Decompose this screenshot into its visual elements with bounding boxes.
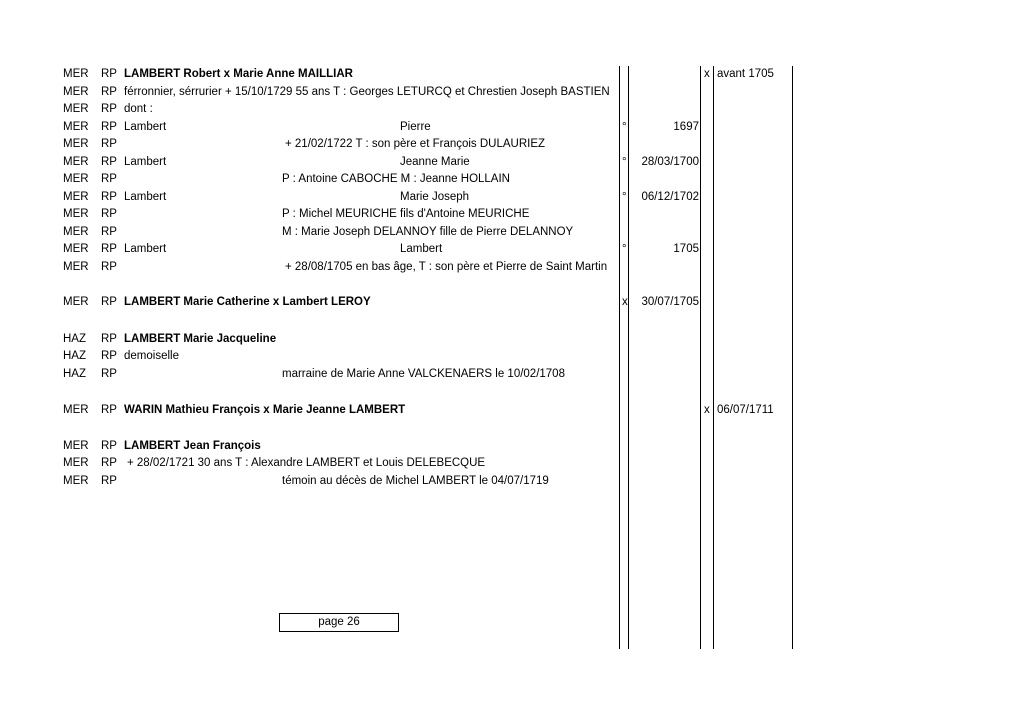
register-type: RP — [101, 296, 117, 308]
record-row — [0, 84, 1024, 101]
child-surname: Lambert — [124, 156, 167, 168]
archive-code: MER — [63, 261, 89, 273]
archive-code: MER — [63, 138, 89, 150]
child-firstname: Jeanne Marie — [400, 156, 470, 168]
child-surname: Lambert — [124, 121, 167, 133]
record-note: + 28/08/1705 en bas âge, T : son père et Pierre de Saint Martin — [285, 261, 608, 273]
birth-date: 28/03/1700 — [641, 156, 699, 168]
record-row — [0, 438, 1024, 455]
child-surname: Lambert — [124, 191, 167, 203]
record-note: P : Antoine CABOCHE M : Jeanne HOLLAIN — [282, 173, 510, 185]
record-title: LAMBERT Marie Catherine x Lambert LEROY — [124, 296, 371, 308]
register-type: RP — [101, 368, 117, 380]
child-firstname: Lambert — [400, 243, 443, 255]
archive-code: MER — [63, 121, 89, 133]
archive-code: MER — [63, 103, 89, 115]
archive-code: MER — [63, 208, 89, 220]
archive-code: MER — [63, 226, 89, 238]
record-row — [0, 206, 1024, 223]
register-type: RP — [101, 156, 117, 168]
register-type: RP — [101, 68, 117, 80]
record-row — [0, 66, 1024, 83]
record-row — [0, 101, 1024, 118]
archive-code: MER — [63, 404, 89, 416]
birth-date: 1705 — [673, 243, 699, 255]
record-row — [0, 171, 1024, 188]
archive-code: MER — [63, 86, 89, 98]
record-row — [0, 294, 1024, 311]
register-type: RP — [101, 475, 117, 487]
archive-code: MER — [63, 68, 89, 80]
marriage-symbol: x — [704, 68, 710, 80]
record-row — [0, 259, 1024, 276]
record-note: + 28/02/1721 30 ans T : Alexandre LAMBERT et Louis DELEBECQUE — [127, 457, 486, 469]
record-note: P : Michel MEURICHE fils d'Antoine MEURICHE — [282, 208, 530, 220]
child-surname: Lambert — [124, 243, 167, 255]
record-note: M : Marie Joseph DELANNOY fille de Pierre DELANNOY — [282, 226, 574, 238]
register-type: RP — [101, 138, 117, 150]
record-row — [0, 348, 1024, 365]
archive-code: HAZ — [63, 368, 86, 380]
archive-code: MER — [63, 440, 89, 452]
register-type: RP — [101, 350, 117, 362]
register-type: RP — [101, 404, 117, 416]
register-type: RP — [101, 226, 117, 238]
child-firstname: Marie Joseph — [400, 191, 470, 203]
marriage-symbol: x — [622, 296, 628, 308]
register-type: RP — [101, 103, 117, 115]
birth-symbol: ° — [622, 243, 627, 255]
archive-code: MER — [63, 457, 89, 469]
register-type: RP — [101, 333, 117, 345]
register-type: RP — [101, 208, 117, 220]
record-row — [0, 154, 1024, 171]
register-type: RP — [101, 243, 117, 255]
marriage-symbol: x — [704, 404, 710, 416]
record-row — [0, 136, 1024, 153]
register-type: RP — [101, 457, 117, 469]
record-note: marraine de Marie Anne VALCKENAERS le 10/02/1708 — [282, 368, 565, 380]
child-firstname: Pierre — [400, 121, 431, 133]
archive-code: MER — [63, 191, 89, 203]
record-title: LAMBERT Jean François — [124, 440, 261, 452]
birth-date: 06/12/1702 — [641, 191, 699, 203]
register-type: RP — [101, 121, 117, 133]
record-note: dont : — [124, 103, 153, 115]
register-type: RP — [101, 173, 117, 185]
record-note: + 21/02/1722 T : son père et François DULAURIEZ — [285, 138, 546, 150]
record-row — [0, 473, 1024, 490]
archive-code: MER — [63, 173, 89, 185]
register-type: RP — [101, 261, 117, 273]
record-title: WARIN Mathieu François x Marie Jeanne LAMBERT — [124, 404, 406, 416]
archive-code: HAZ — [63, 350, 86, 362]
page-number: page 26 — [279, 613, 399, 632]
record-title: LAMBERT Robert x Marie Anne MAILLIAR — [124, 68, 353, 80]
archive-code: HAZ — [63, 333, 86, 345]
record-row — [0, 366, 1024, 383]
register-type: RP — [101, 191, 117, 203]
marriage-date: avant 1705 — [717, 68, 774, 80]
birth-symbol: ° — [622, 121, 627, 133]
record-title: LAMBERT Marie Jacqueline — [124, 333, 277, 345]
marriage-date: 30/07/1705 — [641, 296, 699, 308]
record-note: férronnier, sérrurier + 15/10/1729 55 ans T : Georges LETURCQ et Chrestien Joseph BASTIEN — [124, 86, 610, 98]
register-type: RP — [101, 440, 117, 452]
archive-code: MER — [63, 156, 89, 168]
birth-date: 1697 — [673, 121, 699, 133]
register-type: RP — [101, 86, 117, 98]
birth-symbol: ° — [622, 156, 627, 168]
record-row — [0, 119, 1024, 136]
archive-code: MER — [63, 243, 89, 255]
record-row — [0, 455, 1024, 472]
record-row — [0, 331, 1024, 348]
record-note: demoiselle — [124, 350, 179, 362]
archive-code: MER — [63, 296, 89, 308]
record-row — [0, 241, 1024, 258]
record-row — [0, 402, 1024, 419]
birth-symbol: ° — [622, 191, 627, 203]
marriage-date: 06/07/1711 — [717, 404, 774, 416]
record-row — [0, 224, 1024, 241]
record-note: témoin au décès de Michel LAMBERT le 04/07/1719 — [282, 475, 549, 487]
archive-code: MER — [63, 475, 89, 487]
record-row — [0, 189, 1024, 206]
